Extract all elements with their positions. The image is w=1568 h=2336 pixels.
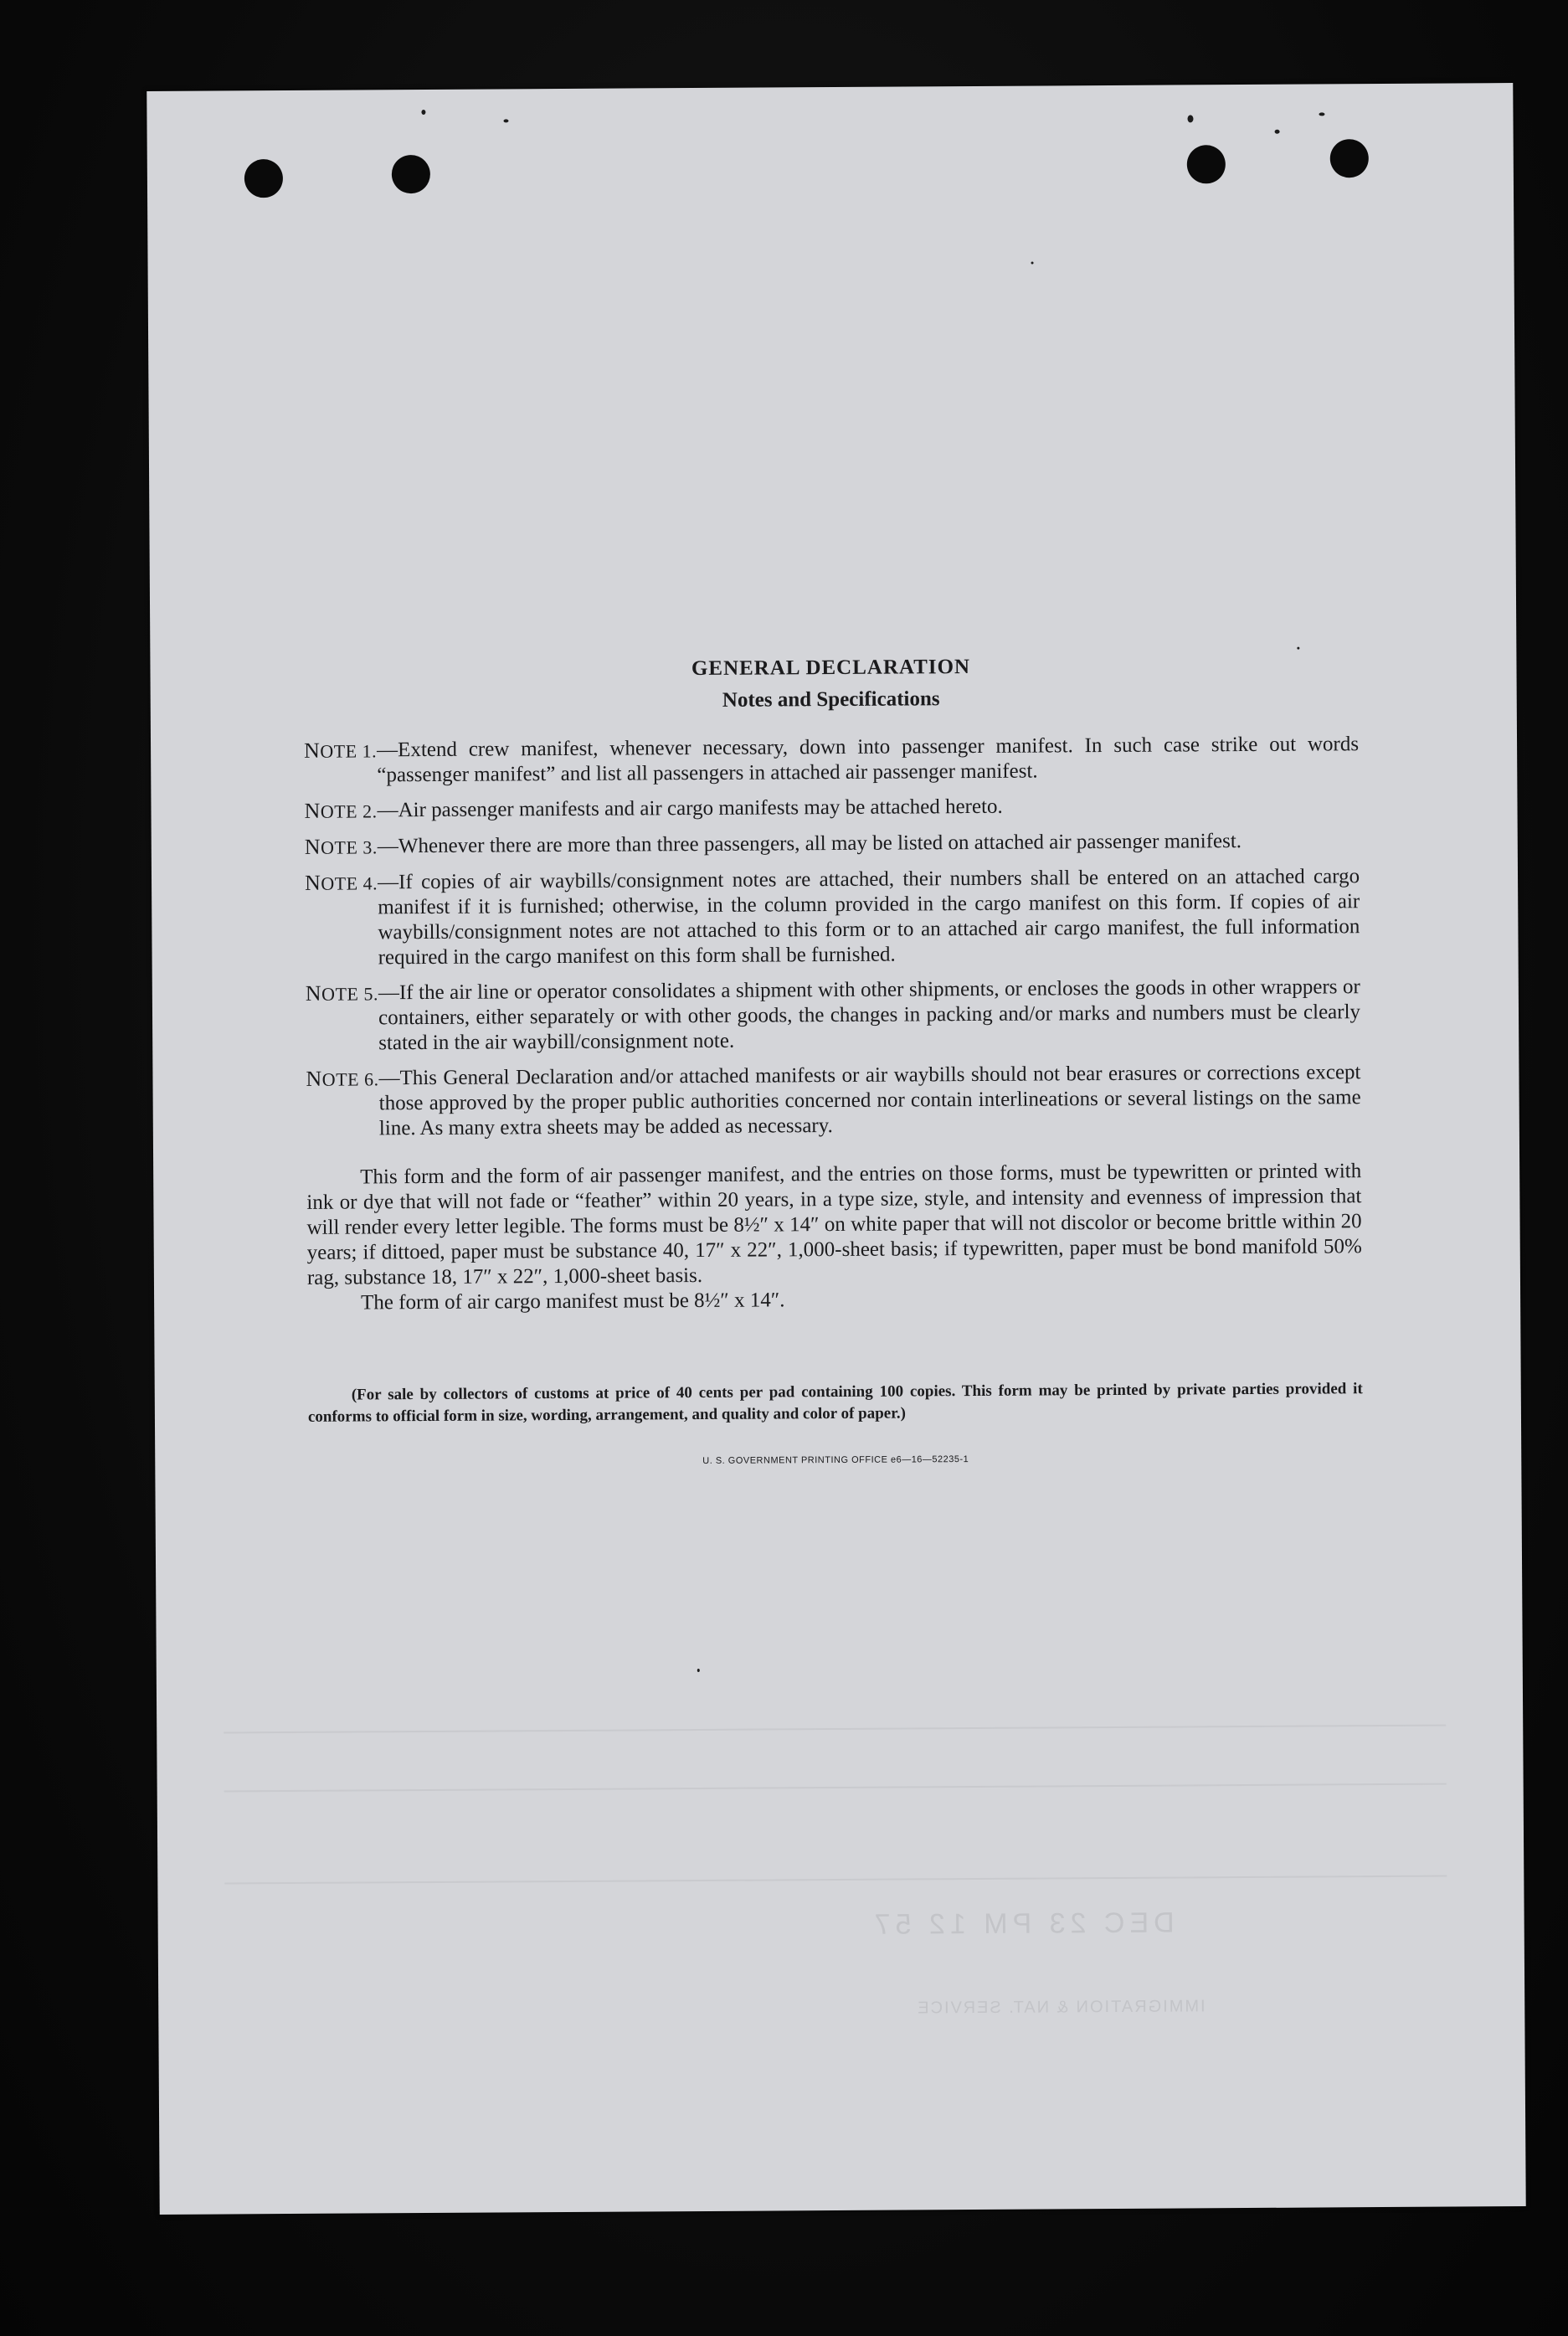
note-6 bbox=[306, 1060, 1361, 1142]
note-text: —This General Declaration and/or attached manifests or air waybills should not bear erasures or corrections except those approved by the proper public authorities concerned nor contain interlineations or several listings on the same line. As many extra sheets may be added as necessary. bbox=[378, 1061, 1361, 1140]
note-2 bbox=[304, 792, 1359, 825]
dust-speck bbox=[1275, 130, 1280, 134]
note-5 bbox=[306, 975, 1361, 1057]
note-text: —If copies of air waybills/consignment notes are attached, their numbers shall be entered on an attached cargo manifest if it is furnished; otherwise, in the column provided in the cargo manifest on this form. If copies of air waybills/consignment notes are not attached to this form or to an attached air cargo manifest, the full information required in the cargo manifest on this form shall be furnished. bbox=[378, 865, 1360, 970]
note-label: NOTE 5. bbox=[305, 980, 378, 1006]
punch-hole bbox=[1187, 145, 1226, 183]
dust-speck bbox=[1297, 647, 1299, 650]
dust-speck bbox=[697, 1669, 700, 1672]
note-1 bbox=[304, 732, 1359, 789]
dust-speck bbox=[1187, 115, 1193, 122]
note-text: —Extend crew manifest, whenever necessary, down into passenger manifest. In such case strike out words “passenger manifest” and list all passengers in attached air passenger manifest. bbox=[377, 733, 1360, 787]
declaration-notes bbox=[303, 653, 1363, 1469]
dust-speck bbox=[421, 110, 425, 115]
form-requirements-paragraph: This form and the form of air passenger manifest, and the entries on those forms, must be typewritten or printed with ink or dye that will not fade or “feather” within 20 years, in a type size, style, and intensity and evenness of impression that will render every letter legible. The forms must be 8½″ x 14″ on white paper that will not discolor or become brittle within 20 years; if dittoed, paper must be substance 40, 17″ x 22″, 1,000-sheet basis; if typewritten, paper must be bond manifold 50% rag, substance 18, 17″ x 22″, 1,000-sheet basis. bbox=[306, 1160, 1362, 1289]
note-text: —Whenever there are more than three passengers, all may be listed on attached air passenger manifest. bbox=[377, 830, 1242, 858]
sale-notice: (For sale by collectors of customs at price of 40 cents per pad containing 100 copies. This form may be printed by private parties provided it conforms to official form in size, wording, arrangement, and quality and color of paper.) bbox=[307, 1380, 1363, 1426]
note-label: NOTE 6. bbox=[306, 1066, 379, 1091]
bleed-through-date-stamp: DEC 23 PM 12 57 bbox=[869, 1906, 1175, 1941]
dust-speck bbox=[1031, 262, 1034, 265]
note-4 bbox=[305, 864, 1360, 971]
note-text: —If the air line or operator consolidates a shipment with other shipments, or encloses the goods in other wrappers or containers, either separately or with other goods, the changes in packing and/or marks and numbers must be clearly stated in the air waybill/consignment note. bbox=[378, 975, 1361, 1055]
bleed-through-line bbox=[224, 1875, 1447, 1885]
note-3 bbox=[305, 828, 1360, 861]
cargo-manifest-size-line: The form of air cargo manifest must be 8½″ x 14″. bbox=[361, 1289, 785, 1315]
punch-hole bbox=[392, 155, 430, 193]
document-subtitle: Notes and Specifications bbox=[722, 687, 940, 712]
bleed-through-service-stamp: IMMIGRATION & NAT. SERVICE bbox=[916, 1997, 1206, 2018]
note-label: NOTE 3. bbox=[304, 834, 378, 859]
note-label: NOTE 4. bbox=[304, 870, 378, 895]
paper-sheet bbox=[147, 83, 1525, 2215]
note-label: NOTE 2. bbox=[304, 798, 378, 823]
dust-speck bbox=[1319, 112, 1324, 116]
bleed-through-line bbox=[224, 1783, 1447, 1793]
note-label: NOTE 1. bbox=[303, 738, 378, 763]
printer-imprint: U. S. GOVERNMENT PRINTING OFFICE e6—16—52235-1 bbox=[702, 1454, 969, 1466]
bleed-through-line bbox=[224, 1725, 1446, 1734]
dust-speck bbox=[503, 119, 508, 122]
punch-hole bbox=[244, 159, 283, 198]
document-title: GENERAL DECLARATION bbox=[691, 656, 971, 681]
punch-hole bbox=[1330, 139, 1369, 178]
note-text: —Air passenger manifests and air cargo manifests may be attached hereto. bbox=[377, 795, 1003, 822]
